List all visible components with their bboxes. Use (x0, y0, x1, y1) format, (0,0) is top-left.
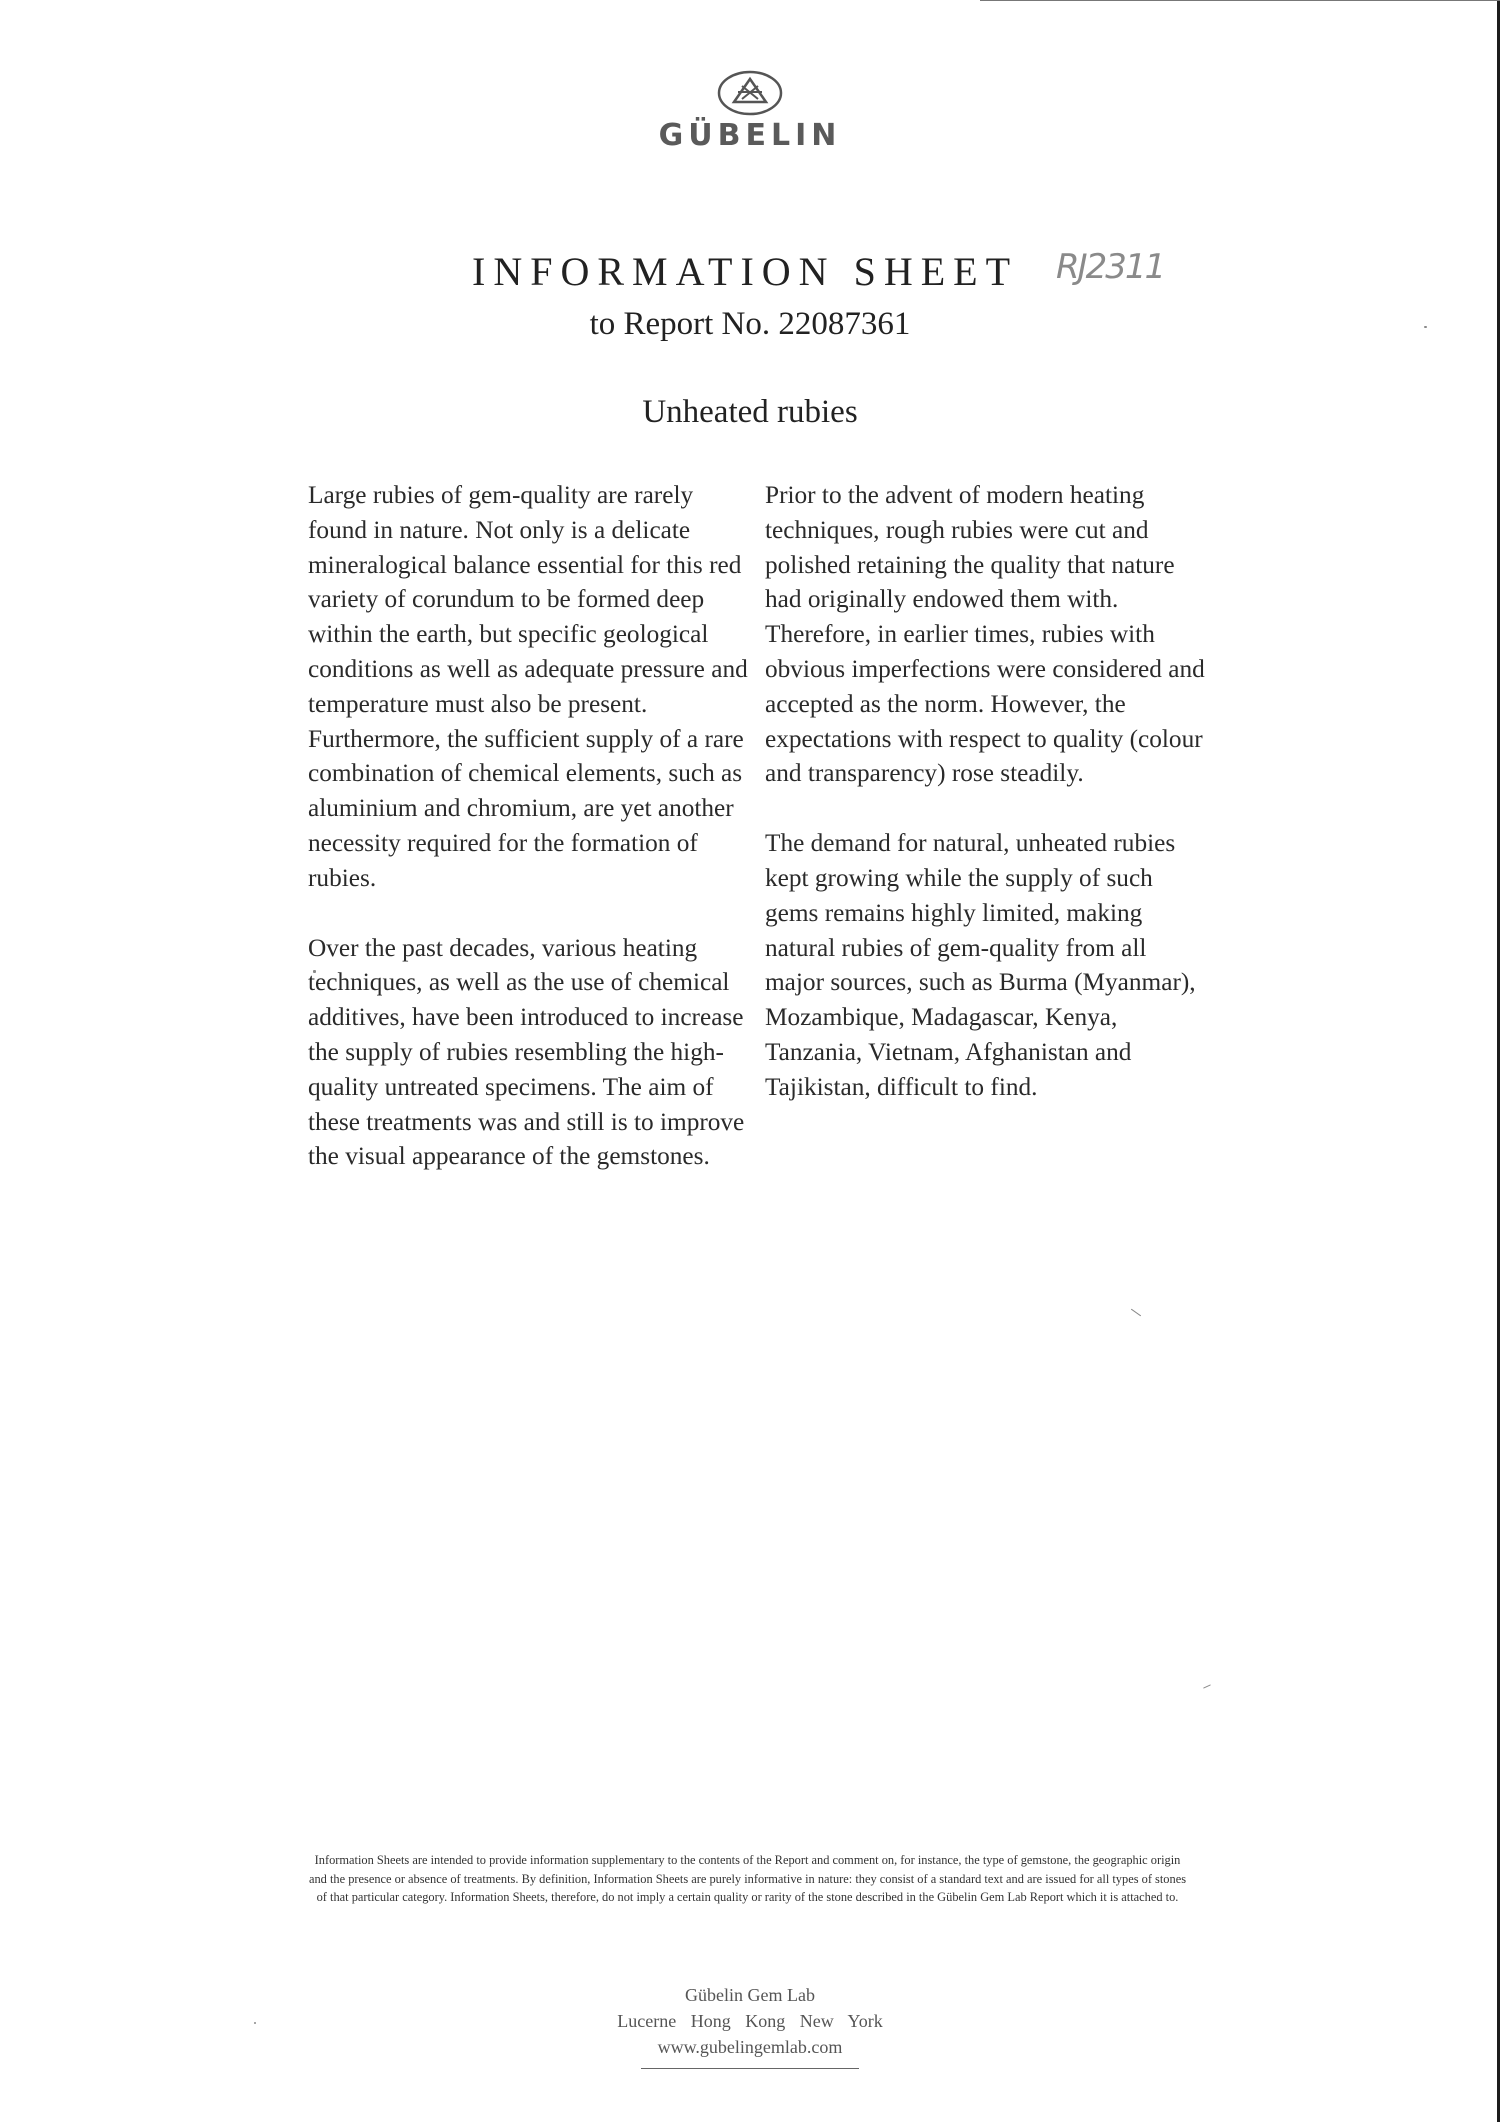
section-heading: Unheated rubies (642, 394, 858, 430)
body-column-right (765, 478, 1205, 1140)
footer-locations: Lucerne Hong Kong New York (617, 2011, 883, 2031)
paragraph: Prior to the advent of modern heating techniques, rough rubies were cut and polished retaining the quality that nature had originally endowed them with. Therefore, in earlier times, rubies with obvious imperfections were considered and accepted as the norm. However, the expectations with respect to quality (colour and transparency) rose steadily. (765, 481, 1205, 788)
scan-speck (1203, 1684, 1211, 1688)
footer-lab-name: Gübelin Gem Lab (685, 1985, 815, 2005)
paragraph: Large rubies of gem-quality are rarely found in nature. Not only is a delicate mineralogical balance essential for this red variety of corundum to be formed deep within the earth, but specific geological conditions as well as adequate pressure and temperature must also be present. Furthermore, the sufficient supply of a rare combination of chemical elements, such as aluminium and chromium, are yet another necessity required for the formation of rubies. (308, 481, 748, 892)
page-title: INFORMATION SHEET (472, 249, 1018, 294)
scan-speck (1424, 326, 1427, 328)
scan-speck (1131, 1309, 1141, 1317)
logo-wordmark: GÜBELIN (658, 118, 842, 153)
scan-top-edge (980, 0, 1500, 1)
body-column-left (308, 478, 748, 1209)
footer-website: www.gubelingemlab.com (657, 2037, 843, 2057)
gubelin-logo (620, 70, 880, 153)
paragraph: The demand for natural, unheated rubies kept growing while the supply of such gems remains highly limited, making natural rubies of gem-quality from all major sources, such as Burma (Myanmar), Mozambique, Madagascar, Kenya, Tanzania, Vietnam, Afghanistan and Tajikistan, difficult to find. (765, 829, 1196, 1101)
footer-divider (641, 2068, 859, 2069)
gubelin-logo-icon (717, 70, 783, 116)
disclaimer: Information Sheets are intended to provide information supplementary to the contents of the Report and comment on, for instance, the type of gemstone, the geographic origin and the presence or absence of treatments. By definition, Information Sheets are purely informative in nature: they consist of a standard text and are issued for all types of stones of that particular category. Information Sheets, therefore, do not imply a certain quality or rarity of the stone described in the Gübelin Gem Lab Report which it is attached to. (308, 1853, 1187, 1904)
footer (560, 1982, 940, 2069)
handwritten-note: RJ2311 (1056, 247, 1165, 287)
report-number: to Report No. 22087361 (589, 306, 911, 342)
paragraph: Over the past decades, various heating techniques, as well as the use of chemical additives, have been introduced to increase the supply of rubies resembling the high-quality untreated specimens. The aim of these treatments was and still is to improve the visual appearance of the gemstones. (308, 933, 745, 1171)
scan-speck (254, 2022, 256, 2024)
